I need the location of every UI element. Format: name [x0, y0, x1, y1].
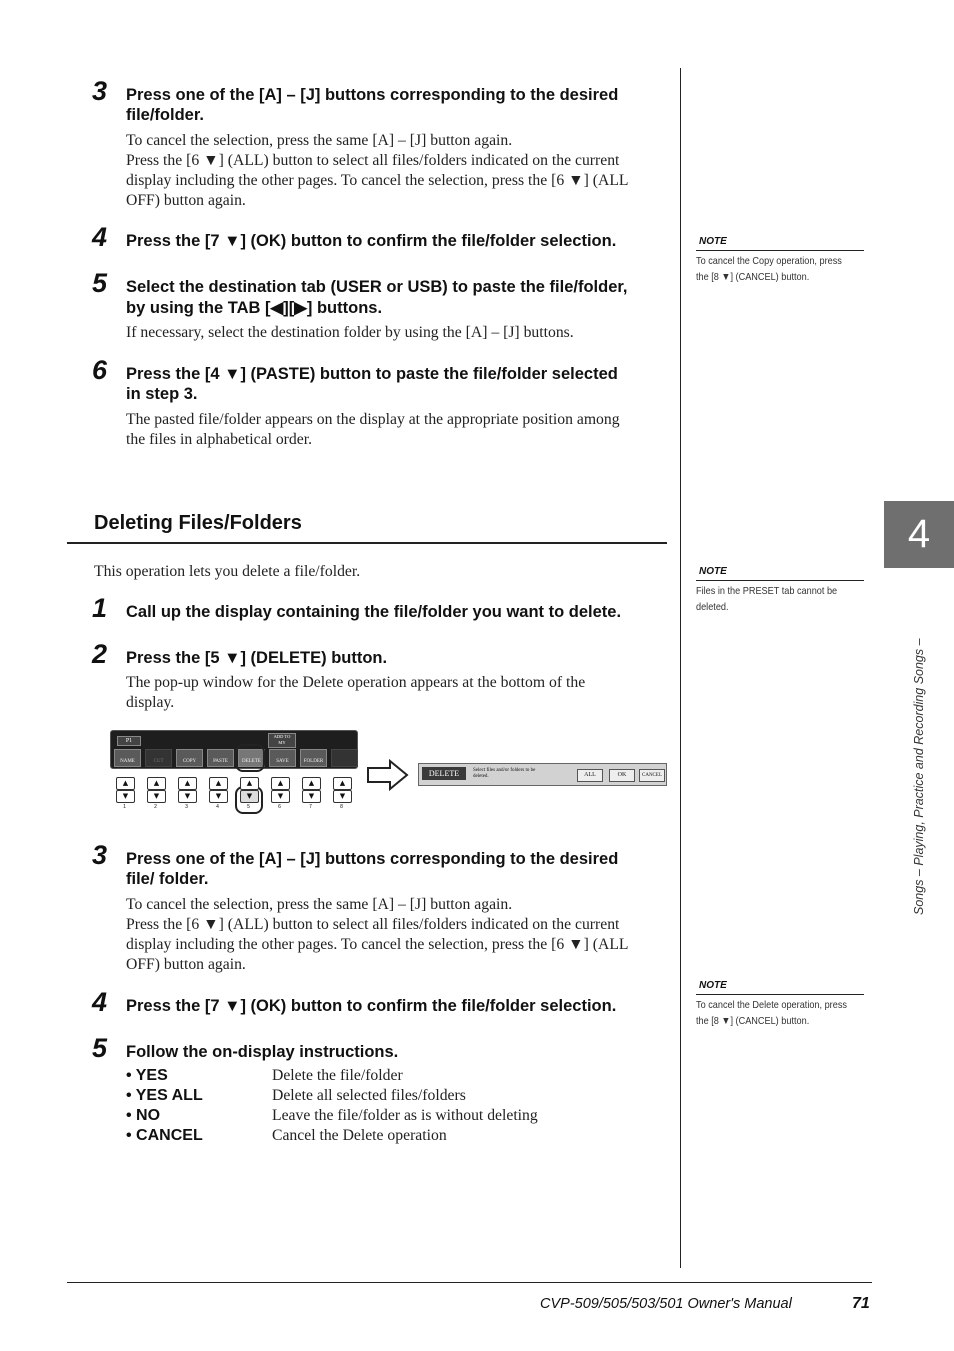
- step-heading: Follow the on-display instructions.: [126, 1043, 399, 1061]
- option-value: Cancel the Delete operation: [272, 1127, 447, 1144]
- up-key-7: ▲: [302, 777, 321, 790]
- step-heading: file/ folder.: [126, 870, 209, 888]
- note-label: NOTE: [699, 236, 727, 247]
- page-number: 71: [852, 1295, 870, 1312]
- chapter-tab: 4: [884, 501, 954, 568]
- step-body: To cancel the selection, press the same [A] – [J] button again.: [126, 896, 513, 913]
- step-heading: Press one of the [A] – [J] buttons corresponding to the desired: [126, 850, 619, 868]
- down-key-7: ▼: [302, 790, 321, 803]
- up-key-3: ▲: [178, 777, 197, 790]
- step-heading: Press the [7 ▼] (OK) button to confirm the file/folder selection.: [126, 232, 617, 250]
- step-body: The pasted file/folder appears on the display at the appropriate position among: [126, 411, 620, 428]
- footer-rule: [67, 1282, 872, 1283]
- option-value: Delete all selected files/folders: [272, 1087, 466, 1104]
- popup-message: Select files and/or folders to be deleted.: [473, 768, 536, 779]
- step-number: 5: [92, 268, 108, 298]
- key-number: 1: [123, 804, 126, 810]
- right-arrow-icon: [366, 758, 410, 792]
- step-heading: by using the TAB [◀][▶] buttons.: [126, 299, 383, 317]
- step-number: 6: [92, 355, 108, 385]
- step-body: If necessary, select the destination folder by using the [A] – [J] buttons.: [126, 324, 574, 341]
- display-top-label: [268, 733, 296, 748]
- step-body: display including the other pages. To cancel the selection, press the [6 ▼] (ALL: [126, 172, 629, 189]
- option-value: Delete the file/folder: [272, 1067, 403, 1084]
- down-key-2: ▼: [147, 790, 166, 803]
- display-button-paste: PASTE: [207, 749, 234, 767]
- section-title: Deleting Files/Folders: [94, 512, 302, 534]
- option-key: • NO: [126, 1107, 161, 1124]
- step-heading: Call up the display containing the file/folder you want to delete.: [126, 603, 622, 621]
- note-rule: [696, 994, 864, 995]
- footer-manual-title: CVP-509/505/503/501 Owner's Manual: [540, 1296, 792, 1312]
- display-screen-illustration: [110, 730, 358, 769]
- popup-cancel-button: CANCEL: [639, 769, 665, 782]
- step-heading: Press the [7 ▼] (OK) button to confirm the file/folder selection.: [126, 997, 617, 1015]
- section-rule: [67, 542, 667, 544]
- display-button-save: SAVE: [269, 749, 296, 767]
- step-body: OFF) button again.: [126, 956, 246, 973]
- display-button-cut: CUT: [145, 749, 172, 767]
- note-label: NOTE: [699, 980, 727, 991]
- step-body: To cancel the selection, press the same [A] – [J] button again.: [126, 132, 513, 149]
- display-button-delete: DELETE: [238, 749, 265, 767]
- step-number: 1: [92, 593, 108, 623]
- step-number: 5: [92, 1033, 108, 1063]
- section-intro: This operation lets you delete a file/folder.: [94, 563, 361, 580]
- down-key-3: ▼: [178, 790, 197, 803]
- delete-highlight-ring: [235, 744, 265, 772]
- key-number: 8: [340, 804, 343, 810]
- popup-title: DELETE: [422, 767, 466, 780]
- step-heading: Select the destination tab (USER or USB) to paste the file/folder,: [126, 278, 628, 296]
- down-key-1: ▼: [116, 790, 135, 803]
- step-heading: file/folder.: [126, 106, 204, 124]
- chapter-side-title: Songs – Playing, Practice and Recording Songs –: [912, 638, 926, 915]
- step-body: Press the [6 ▼] (ALL) button to select all files/folders indicated on the current: [126, 916, 620, 933]
- up-key-6: ▲: [271, 777, 290, 790]
- note-rule: [696, 580, 864, 581]
- step-number: 4: [92, 222, 108, 252]
- display-tab-label: P1: [117, 736, 141, 746]
- up-key-2: ▲: [147, 777, 166, 790]
- step-heading: Press the [4 ▼] (PASTE) button to paste the file/folder selected: [126, 365, 618, 383]
- option-key: • YES: [126, 1067, 168, 1084]
- display-button-copy: COPY: [176, 749, 203, 767]
- delete-popup-illustration: [418, 763, 667, 786]
- option-value: Leave the file/folder as is without deleting: [272, 1107, 538, 1124]
- display-button-name: NAME: [114, 749, 141, 767]
- step-body: display including the other pages. To cancel the selection, press the [6 ▼] (ALL: [126, 936, 629, 953]
- step-body: display.: [126, 694, 175, 711]
- down-key-8: ▼: [333, 790, 352, 803]
- note-text: Files in the PRESET tab cannot be deleted.: [696, 586, 838, 613]
- step-body: The pop-up window for the Delete operation appears at the bottom of the: [126, 674, 586, 691]
- step-heading: Press the [5 ▼] (DELETE) button.: [126, 649, 388, 667]
- note-rule: [696, 250, 864, 251]
- popup-all-button: ALL: [577, 769, 603, 782]
- step-body: Press the [6 ▼] (ALL) button to select all files/folders indicated on the current: [126, 152, 620, 169]
- note-label: NOTE: [699, 566, 727, 577]
- option-key: • YES ALL: [126, 1087, 203, 1104]
- column-divider: [680, 68, 681, 1268]
- option-key: • CANCEL: [126, 1127, 203, 1144]
- key-number: 3: [185, 804, 188, 810]
- down-key-5: ▼: [240, 790, 259, 803]
- down-key-6: ▼: [271, 790, 290, 803]
- note-text: To cancel the Delete operation, press the [8 ▼] (CANCEL) button.: [696, 1000, 847, 1027]
- key-number: 5: [247, 804, 250, 810]
- step-heading: Press one of the [A] – [J] buttons corresponding to the desired: [126, 86, 619, 104]
- display-button-folder: FOLDER: [300, 749, 327, 767]
- up-key-8: ▲: [333, 777, 352, 790]
- step-body: OFF) button again.: [126, 192, 246, 209]
- up-key-5: ▲: [240, 777, 259, 790]
- display-top-label-line2: MY: [278, 740, 286, 745]
- note-text: To cancel the Copy operation, press the [8 ▼] (CANCEL) button.: [696, 256, 842, 283]
- step-number: 3: [92, 840, 108, 870]
- step-number: 3: [92, 76, 108, 106]
- display-button-blank: [331, 749, 358, 767]
- step-heading: in step 3.: [126, 385, 198, 403]
- display-top-label-line1: ADD TO: [273, 734, 291, 739]
- key-number: 6: [278, 804, 281, 810]
- key-number: 7: [309, 804, 312, 810]
- up-key-1: ▲: [116, 777, 135, 790]
- step-number: 2: [92, 639, 108, 669]
- up-key-4: ▲: [209, 777, 228, 790]
- key-number: 4: [216, 804, 219, 810]
- key-number: 2: [154, 804, 157, 810]
- step-number: 4: [92, 987, 108, 1017]
- down-key-4: ▼: [209, 790, 228, 803]
- popup-ok-button: OK: [609, 769, 635, 782]
- step-body: the files in alphabetical order.: [126, 431, 312, 448]
